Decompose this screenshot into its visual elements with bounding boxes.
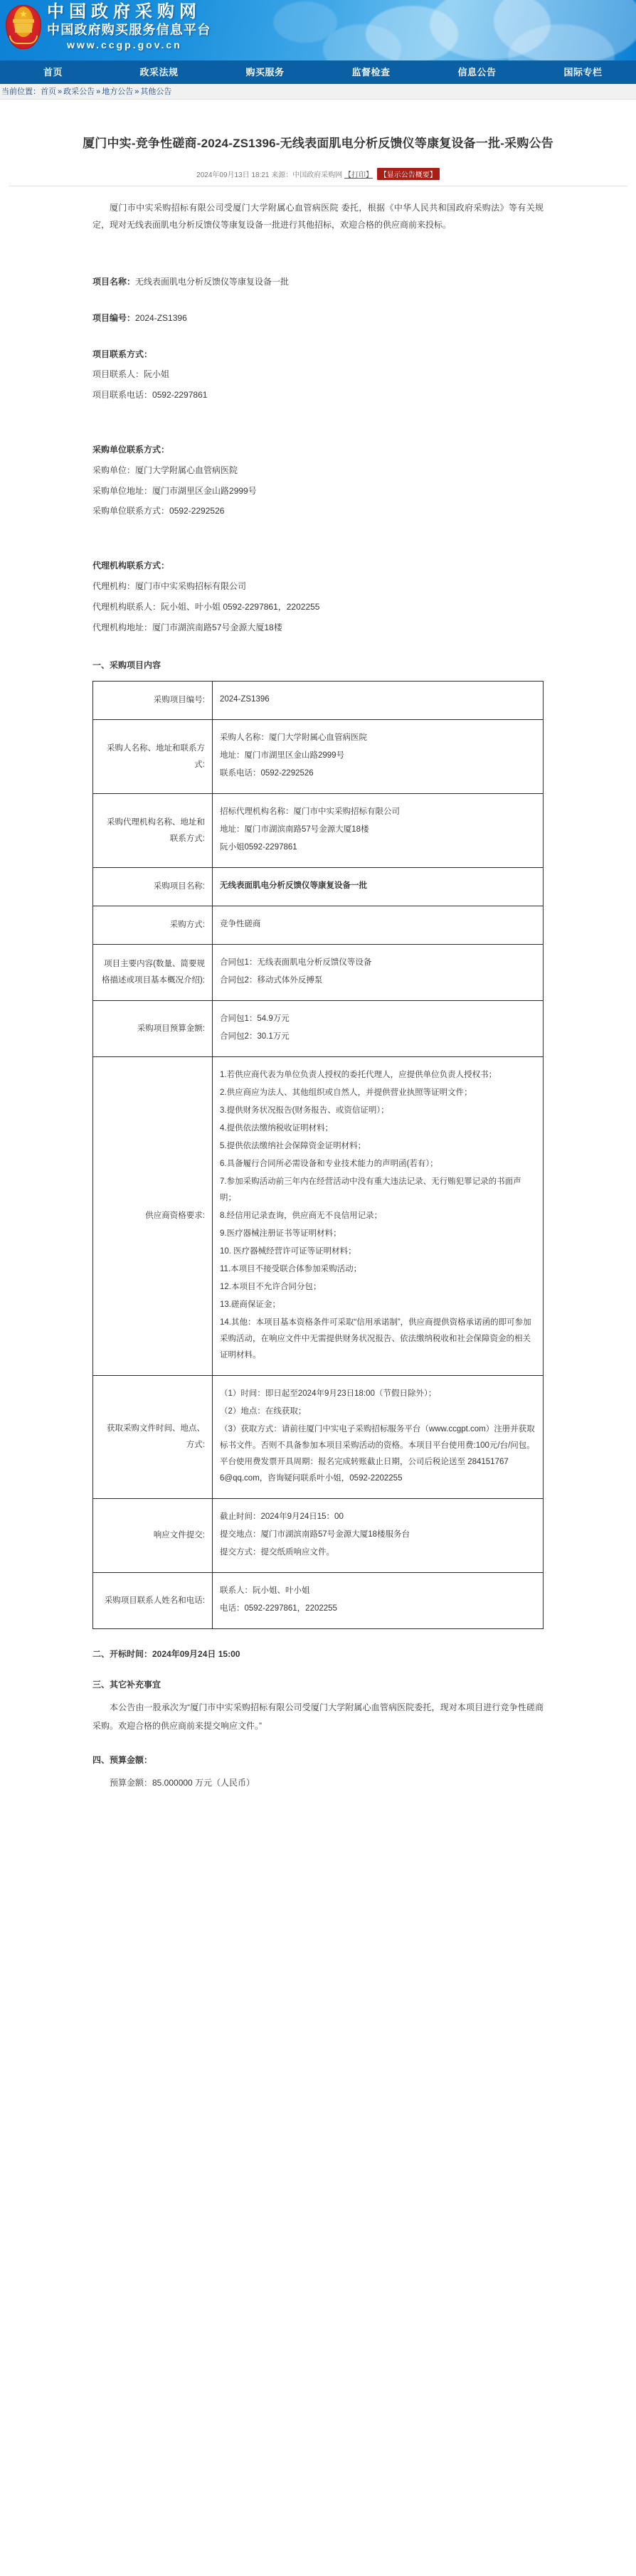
table-cell-line: 无线表面肌电分析反馈仪等康复设备一批 (220, 881, 367, 891)
table-cell-line: 联系人：阮小姐、叶小姐 (220, 1586, 310, 1596)
nav-item-notices[interactable]: 信息公告 (457, 67, 497, 78)
agency-person-line (92, 597, 544, 618)
project-name-label: 项目名称： (92, 277, 136, 287)
main-navigation (0, 60, 636, 84)
table-row (93, 1001, 544, 1057)
table-cell-line: （3）获取方式：请前往厦门中实电子采购招标服务平台（www.ccgpt.com）注册并获取标书文件。否则不具备参加本项目采购活动的资格。本项目平台使用费:100元/台/问包。平台使用费发票开具周期：报名完成转账截止日期，公司后税论送至 284151767 6@qq.com，咨询疑问联系叶小姐，0592-2202255 (220, 1425, 535, 1483)
project-no-line (92, 308, 544, 329)
table-cell-line: 合同包2：30.1万元 (220, 1032, 290, 1041)
table-cell-line: 竞争性磋商 (220, 920, 261, 929)
table-row-label: 采购代理机构名称、地址和联系方式: (93, 794, 213, 868)
agency-name-line (92, 576, 544, 597)
section-4-heading: 四、预算金额： (92, 1754, 153, 1765)
national-emblem-icon (6, 5, 44, 53)
publish-date: 2024年09月13日 18:21 (196, 171, 270, 180)
table-row-label: 采购项目名称: (93, 868, 213, 906)
brand-url: www.ccgp.gov.cn (67, 38, 182, 51)
table-cell-line: （1）时间：即日起至2024年9月23日18:00（节假日除外）； (220, 1389, 437, 1399)
project-contact-phone-value: 0592-2297861 (152, 390, 208, 401)
table-row (93, 868, 544, 906)
summary-field-project-name (92, 272, 544, 292)
table-row-label: 响应文件提交: (93, 1499, 213, 1573)
emblem-gate-icon (15, 23, 32, 33)
agency-address-value: 厦门市湖滨南路57号金源大厦18楼 (152, 622, 282, 632)
table-row-label: 采购项目预算金额: (93, 1001, 213, 1057)
show-summary-badge[interactable]: 【显示公告概要】 (377, 168, 440, 180)
cloud-decoration (273, 1, 337, 43)
project-name-value: 无线表面肌电分析反馈仪等康复设备一批 (135, 277, 290, 287)
nav-item-supervision[interactable]: 监督检查 (351, 67, 391, 78)
project-contact-phone-label: 项目联系电话： (92, 390, 153, 401)
buyer-address-label: 采购单位地址： (92, 485, 153, 496)
table-cell-line: 9.医疗器械注册证书等证明材料； (220, 1229, 341, 1239)
section-1-heading: 一、采购项目内容 (92, 660, 161, 671)
breadcrumb-item-3[interactable]: 其他公告 (140, 88, 172, 96)
emblem-wheat-icon (9, 36, 38, 44)
section-2-heading: 二、开标时间：2024年09月24日 15:00 (92, 1649, 240, 1660)
table-cell-line: 提交方式：提交纸质响应文件。 (220, 1548, 334, 1557)
article-source: 来源：中国政府采购网 (271, 171, 343, 180)
table-cell-line: 11.本项目不接受联合体参加采购活动； (220, 1265, 362, 1274)
emblem-star-icon: ★ (19, 9, 28, 20)
table-row (93, 720, 544, 794)
project-no-value: 2024-ZS1396 (135, 312, 187, 323)
project-contact-person-line (92, 364, 544, 385)
table-cell-line: 地址：厦门市湖滨南路57号金源大厦18楼 (220, 825, 369, 834)
table-row-value (213, 682, 544, 720)
agency-address-line (92, 618, 544, 638)
project-no-label: 项目编号： (92, 312, 136, 323)
table-row-value (213, 794, 544, 868)
table-cell-line: （2）地点：在线获取； (220, 1407, 307, 1416)
article-wrapper (0, 107, 636, 1823)
table-cell-line: 5.提供依法缴纳社会保障资金证明材料； (220, 1142, 366, 1151)
table-row (93, 1376, 544, 1499)
table-cell-line: 联系电话：0592-2292526 (220, 769, 314, 778)
summary-block-buyer-contact (92, 440, 544, 521)
section-3-heading: 三、其它补充事宜 (92, 1680, 161, 1690)
table-row (93, 794, 544, 868)
spacer (92, 521, 544, 540)
table-cell-line: 电话：0592-2297861，2202255 (220, 1604, 337, 1613)
buyer-contact-heading: 采购单位联系方式： (92, 445, 170, 455)
table-cell-line: 合同包1：54.9万元 (220, 1014, 290, 1024)
site-banner (0, 0, 636, 60)
intro-paragraph: 厦门市中实采购招标有限公司受厦门大学附属心血管病医院 委托，根据《中华人民共和国政府采购法》等有关规定，现对无线表面肌电分析反馈仪等康复设备一批进行其他招标，欢迎合格的供应商前来投标。 (92, 203, 544, 230)
print-button[interactable]: 【打印】 (344, 171, 373, 180)
section-3-paragraph: 本公告由一股承次为“厦门市中实采购招标有限公司受厦门大学附属心血管病医院委托，现对本项目进行竞争性磋商采购。欢迎合格的供应商前来提交响应文件。” (92, 1702, 544, 1731)
table-cell-line: 1.若供应商代表为单位负责人授权的委托代理人，应提供单位负责人授权书； (220, 1071, 497, 1080)
project-contact-person-value: 阮小姐 (144, 369, 170, 380)
summary-field-project-no (92, 308, 544, 329)
buyer-phone-label: 采购单位联系方式： (92, 506, 170, 516)
table-row-label: 采购方式: (93, 906, 213, 945)
brand-title-primary: 中国政府采购网 (47, 2, 201, 21)
breadcrumb-item-2[interactable]: 地方公告 (102, 88, 134, 96)
table-row-value (213, 945, 544, 1001)
table-row-value (213, 1573, 544, 1629)
table-cell-line: 地址：厦门市湖里区金山路2999号 (220, 751, 345, 760)
table-row-label: 供应商资格要求: (93, 1057, 213, 1376)
buyer-name-label: 采购单位： (92, 465, 136, 475)
table-row-value (213, 906, 544, 945)
nav-item-home[interactable]: 首页 (43, 67, 63, 78)
nav-item-services[interactable]: 购买服务 (245, 67, 285, 78)
project-contact-person-label: 项目联系人： (92, 369, 144, 380)
table-cell-line: 4.提供依法缴纳税收证明材料； (220, 1124, 334, 1133)
table-row (93, 682, 544, 720)
table-row (93, 1499, 544, 1573)
table-row-value (213, 1057, 544, 1376)
table-row-value (213, 868, 544, 906)
table-cell-line: 14.其他：本项目基本资格条件可采取“信用承诺制”，供应商提供资格承诺函的即可参加采购活动，在响应文件中无需提供财务状况报告、依法缴纳税收和社会保障资金的相关证明材料。 (220, 1318, 531, 1360)
spacer (92, 238, 544, 256)
brand-title-secondary: 中国政府购买服务信息平台 (47, 23, 211, 38)
buyer-name-value: 厦门大学附属心血管病医院 (135, 465, 238, 475)
table-cell-line: 合同包1：无线表面肌电分析反馈仪等设备 (220, 958, 372, 968)
site-brand (47, 2, 211, 51)
table-cell-line: 2.供应商应为法人、其他组织或自然人，并提供营业执照等证明文件； (220, 1088, 472, 1098)
agency-person-label: 代理机构联系人： (92, 601, 161, 612)
breadcrumb-separator: » (134, 88, 139, 96)
breadcrumb-item-1[interactable]: 政采公告 (63, 88, 95, 96)
table-cell-line: 2024-ZS1396 (220, 695, 270, 704)
table-cell-line: 阮小姐0592-2297861 (220, 843, 297, 852)
table-row (93, 1573, 544, 1629)
table-row-label: 获取采购文件时间、地点、方式: (93, 1376, 213, 1499)
table-row-value (213, 1376, 544, 1499)
section-4-paragraph: 预算金额：85.000000 万元（人民币） (110, 1777, 255, 1788)
table-row (93, 906, 544, 945)
summary-block-agency-contact (92, 556, 544, 637)
nav-item-international[interactable]: 国际专栏 (563, 67, 603, 78)
table-cell-line: 采购人名称：厦门大学附属心血管病医院 (220, 733, 367, 743)
table-row-label: 采购项目联系人姓名和电话: (93, 1573, 213, 1629)
breadcrumb-item-0[interactable]: 首页 (41, 88, 56, 96)
table-row-label: 项目主要内容(数量、简要规格描述或项目基本概况介绍): (93, 945, 213, 1001)
table-row-label: 采购人名称、地址和联系方式: (93, 720, 213, 794)
table-cell-line: 合同包2：移动式体外反搏泵 (220, 976, 323, 985)
breadcrumb-separator: » (96, 88, 101, 96)
project-name-line (92, 272, 544, 292)
agency-person-value: 阮小姐、叶小姐 0592-2297861，2202255 (161, 601, 320, 612)
summary-block-project-contact (92, 344, 544, 406)
table-row-label: 采购项目编号: (93, 682, 213, 720)
table-cell-line: 提交地点：厦门市湖滨南路57号金源大厦18楼服务台 (220, 1530, 410, 1539)
agency-address-label: 代理机构地址： (92, 622, 153, 632)
table-cell-line: 6.具备履行合同所必需设备和专业技术能力的声明函(若有）； (220, 1160, 438, 1169)
table-cell-line: 13.磋商保证金； (220, 1300, 280, 1310)
procurement-detail-table (92, 681, 544, 1629)
buyer-address-value: 厦门市湖里区金山路2999号 (152, 485, 257, 496)
table-cell-line: 7.参加采购活动前三年内在经营活动中没有重大违法记录、无行贿犯罪记录的书面声明； (220, 1177, 521, 1203)
table-cell-line: 12.本项目不允许合同分包； (220, 1283, 322, 1292)
table-row-value (213, 1001, 544, 1057)
agency-name-label: 代理机构： (92, 581, 136, 592)
project-contact-heading: 项目联系方式： (92, 349, 153, 359)
page-title: 厦门中实-竞争性磋商-2024-ZS1396-无线表面肌电分析反馈仪等康复设备一批-采购公告 (83, 137, 553, 151)
buyer-address-line (92, 481, 544, 502)
table-cell-line: 招标代理机构名称：厦门市中实采购招标有限公司 (220, 807, 400, 817)
buyer-name-line (92, 460, 544, 481)
breadcrumb-separator: » (58, 88, 63, 96)
table-cell-line: 10. 医疗器械经营许可证等证明材料； (220, 1247, 356, 1256)
nav-item-regulations[interactable]: 政采法规 (139, 67, 179, 78)
spacer (92, 406, 544, 424)
table-row (93, 1057, 544, 1376)
breadcrumb-prefix: 当前位置： (1, 88, 41, 96)
article-meta (0, 161, 636, 186)
article-body (0, 186, 636, 1792)
table-cell-line: 截止时间：2024年9月24日15：00 (220, 1512, 344, 1522)
table-cell-line: 3.提供财务状况报告(财务报告、或资信证明）； (220, 1106, 389, 1115)
buyer-phone-value: 0592-2292526 (169, 506, 225, 516)
breadcrumb (0, 84, 636, 100)
table-row (93, 945, 544, 1001)
table-row-value (213, 720, 544, 794)
buyer-phone-line (92, 501, 544, 521)
agency-contact-heading: 代理机构联系方式： (92, 561, 170, 571)
project-contact-phone-line (92, 385, 544, 406)
table-cell-line: 8.经信用记录查询，供应商无不良信用记录； (220, 1212, 383, 1221)
table-row-value (213, 1499, 544, 1573)
agency-name-value: 厦门市中实采购招标有限公司 (135, 581, 247, 592)
